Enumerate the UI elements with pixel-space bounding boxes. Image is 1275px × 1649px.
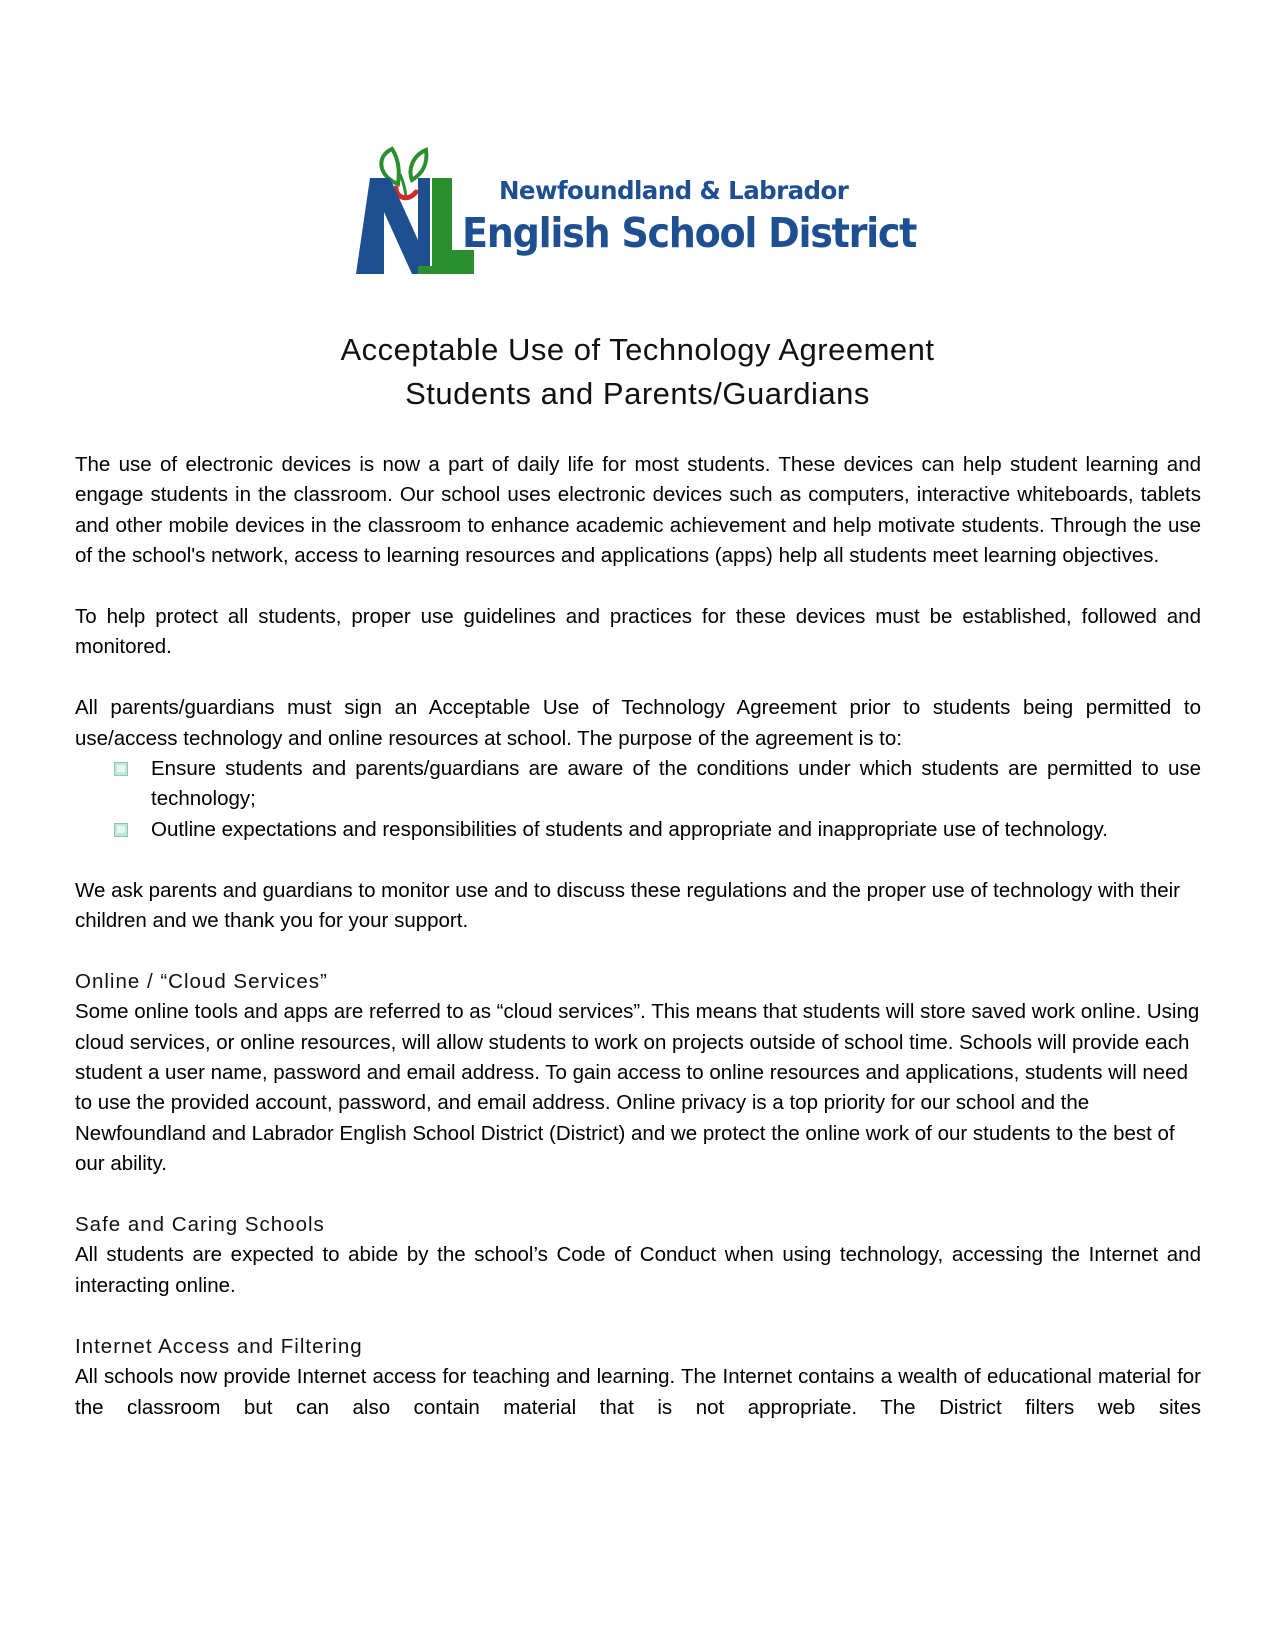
section-heading: Internet Access and Filtering — [75, 1334, 363, 1358]
district-logo — [356, 146, 916, 282]
list-item — [75, 754, 1201, 815]
list-item-text: Ensure students and parents/guardians are aware of the conditions under which students are permitted to use technology; — [151, 757, 1201, 811]
section-text: All schools now provide Internet access for teaching and learning. The Internet contains a wealth of educational material for the classroom but can also contain material that is not appropriate. The District filters web sites — [75, 1365, 1201, 1419]
square-bullet-icon — [114, 823, 128, 837]
section-safe-caring — [75, 1210, 1201, 1301]
title-line1: Acceptable Use of Technology Agreement — [340, 332, 935, 367]
intro-paragraph-4: We ask parents and guardians to monitor use and to discuss these regulations and the proper use of technology with their children and we thank you for your support. — [75, 878, 1181, 933]
square-bullet-icon — [114, 762, 128, 776]
title-line2: Students and Parents/Guardians — [405, 376, 870, 411]
logo-text-line2: English School District — [462, 209, 917, 257]
section-internet-filtering — [75, 1332, 1201, 1423]
letter-n-icon — [356, 178, 430, 274]
intro-paragraph-1: The use of electronic devices is now a part of daily life for most students. These devices can help student learning and engage students in the classroom. Our school uses electronic devices such as computers, interactive whiteboards, tablets and other mobile devices in the classroom to enhance academic achievement and help motivate students. Through the use of the school's network, access to learning resources and applications (apps) help all students meet learning objectives. — [75, 453, 1201, 568]
purpose-list — [75, 754, 1201, 845]
section-text: Some online tools and apps are referred to as “cloud services”. This means that students will store saved work online. Using cloud services, or online resources, will allow students to work on projects outside of school time. Schools will provide each student a user name, password and email address. To gain access to online resources and applications, students will need to use the provided account, password, and email address. Online privacy is a top priority for our school and the Newfoundland and Labrador English School District (District) and we protect the online work of our students to the best of our ability. — [75, 1000, 1200, 1176]
section-heading: Online / “Cloud Services” — [75, 969, 328, 993]
intro-paragraph-2: To help protect all students, proper use guidelines and practices for these devices must be established, followed and monitored. — [75, 605, 1201, 659]
document-title — [0, 328, 1275, 416]
list-item-text: Outline expectations and responsibilities of students and appropriate and inappropriate use of technology. — [151, 817, 1108, 841]
section-text: All students are expected to abide by the school’s Code of Conduct when using technology, accessing the Internet and interacting online. — [75, 1243, 1201, 1297]
document-body — [75, 450, 1201, 1453]
section-cloud-services — [75, 967, 1201, 1180]
list-item — [75, 815, 1201, 845]
logo-text-line1: Newfoundland & Labrador — [499, 176, 849, 205]
intro-paragraph-3: All parents/guardians must sign an Acceptable Use of Technology Agreement prior to students being permitted to use/access technology and online resources at school. The purpose of the agreement is to: — [75, 696, 1201, 750]
leaf-right-icon — [411, 150, 427, 180]
section-heading: Safe and Caring Schools — [75, 1213, 325, 1237]
